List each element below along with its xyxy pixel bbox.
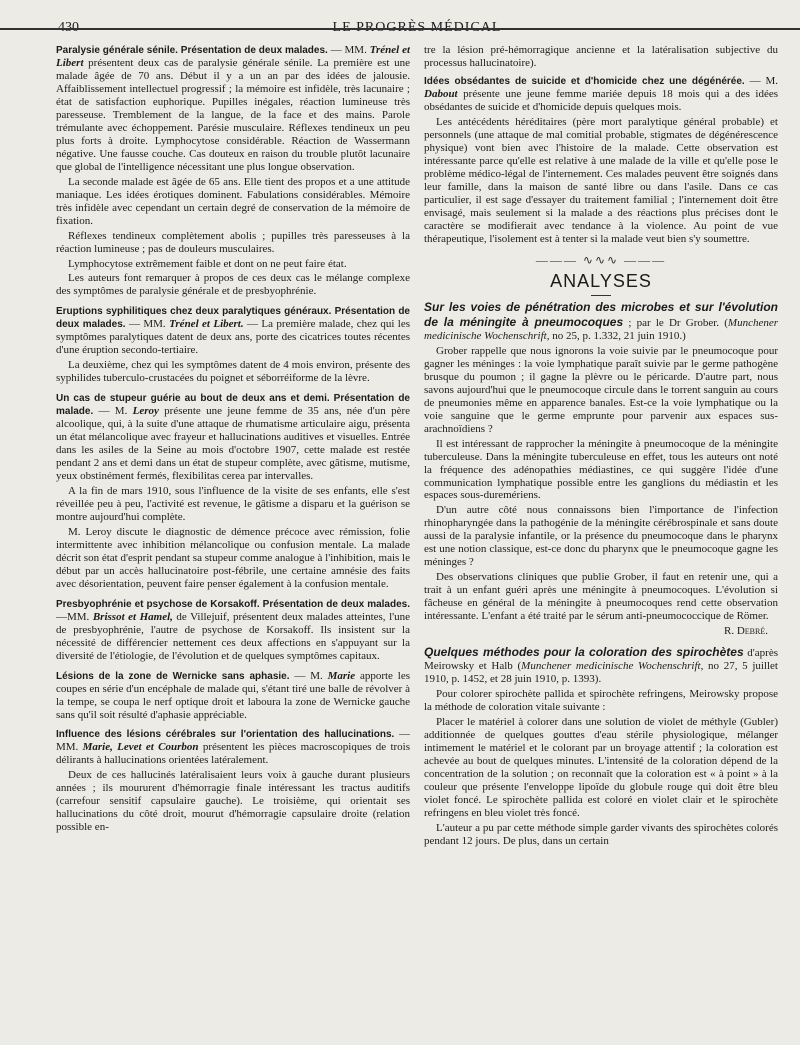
- entry-title: Idées obsédantes de suicide et d'homicide chez une dégénérée.: [424, 75, 745, 87]
- authors-prefix: — M.: [744, 74, 778, 87]
- entry-wernicke: [56, 670, 410, 722]
- review-paragraph: L'auteur a pu par cette méthode simple garder vivants des spirochètes colorés pendant 12 jours. De plus, dans un certain: [424, 821, 778, 847]
- review-paragraph: Placer le matériel à colorer dans une solution de violet de méthyle (Gubler) additionnée de quelques gouttes d'eau stérile physiologique, mélanger intimement le matériel et le colorant par un broyage attentif ; la coloration est achevée au bout de quelques minutes. L'intensité de la coloration dépend de la concentration de la solution ; on reconnaît que la coloration est « à point » à la couleur que présente l'enveloppe lipoïde du globule rouge qui doit être bleu violet foncé. Le spirochète pallida est coloré en violet clair et le spirochète refringens en bleu violet très foncé.: [424, 715, 778, 819]
- authors-prefix: —MM.: [56, 610, 93, 623]
- review-paragraph: Pour colorer spirochète pallida et spirochète refringens, Meirowsky propose la méthode de coloration vitale suivante :: [424, 688, 778, 714]
- entry-paragraph: M. Leroy discute le diagnostic de démence précoce avec rémission, folie intermittente avec inhibition mélancolique ou confusion mentale. La malade décrit son état d'esprit pendant sa stupeur comme analogue à l'inhibition, mais le début par un accès hallucinatoire post-fébrile, une certaine amnésie des faits avec désorientation, peuvent faire penser également à la confusion mentale.: [56, 525, 410, 590]
- page-number: 430: [58, 20, 79, 35]
- entry-presbyophrenie: [56, 598, 410, 663]
- entry-title: Eruptions syphilitiques chez deux paralytiques généraux. Présentation de deux malades.: [56, 306, 410, 331]
- review-journal: Munchener medicinische Wochenschrift: [424, 316, 778, 342]
- entry-idees-obsedantes: [424, 75, 778, 246]
- authors-prefix: — M.: [289, 669, 328, 682]
- review-citation: , no 27, 5 juillet 1910, p. 1452, et 28 juin 1910, p. 1393).: [424, 660, 778, 686]
- review-paragraph: Des observations cliniques que publie Grober, il faut en retenir une, qui a trait à un enfant guéri après une méningite à pneumocoques. L'évolution si fâcheuse en général de la méningite à pneumocoques rend cette observation intéressante. L'enfant a été traité par le sérum anti-pneumococcique de Römer.: [424, 571, 778, 623]
- columns: [56, 44, 778, 1041]
- entry-title: Un cas de stupeur guérie au bout de deux ans et demi. Présentation de malade.: [56, 393, 410, 418]
- right-column: [424, 44, 778, 1041]
- entry-paragraph: Les auteurs font remarquer à propos de ces deux cas le mélange complexe des symptômes de paralysie générale et de presbyophrénie.: [56, 272, 410, 298]
- entry-paragraph: A la fin de mars 1910, sous l'influence de la visite de ses enfants, elle s'est réveillée peu à peu, l'activité est revenue, le gâtisme a disparu et la guérison se montre aujourd'hui complète.: [56, 485, 410, 523]
- review-spirochetes: [424, 645, 778, 848]
- entry-title: Lésions de la zone de Wernicke sans aphasie.: [56, 670, 290, 682]
- continuation-text: tre la lésion pré-hémorragique ancienne et la latéralisation subjective du processus hallucinatoire).: [424, 44, 778, 69]
- entry-paragraph: Les antécédents héréditaires (père mort paralytique général probable) et personnels (une attaque de mal comitial probable, stigmates de dégénérescence physique) vont bien avec l'histoire de la malade. Cette observation est intéressante parce qu'elle est relative à une malade de la ville et qu'elle pose le problème médico-légal de l'internement. Ces malades peuvent être soignés dans leur famille, dans la maison de santé libre ou dans l'asile. Dans ce cas particulier, il est sage d'essayer du traitement familial ; l'internement doit être envisagé, mais seulement si la malade a des réactions plus précises dont le caractère se modifierait avec tendance à la violence. Au point de vue thérapeutique, l'isolement est à tenter si la malade veut bien s'y soumettre.: [424, 115, 778, 245]
- entry-paragraph: La seconde malade est âgée de 65 ans. Elle tient des propos et a une attitude maniaque. Les idées érotiques dominent. Fabulations considérables. Mémoire très infidèle avec cependant un certain degré de conservation de la mémoire de fixation.: [56, 175, 410, 227]
- review-citation: ; par le Dr Grober. (: [623, 316, 728, 329]
- entry-title: Presbyophrénie et psychose de Korsakoff. Présentation de deux malades.: [56, 598, 410, 610]
- review-citation: d'après Meirowsky et Halb (: [424, 647, 778, 673]
- journal-title: LE PROGRÈS MÉDICAL: [332, 20, 502, 35]
- authors-prefix: — M.: [93, 405, 133, 418]
- entry-paragraph: La deuxième, chez qui les symptômes datent de 4 mois environ, présente des syphilides tuberculo-crustacées du poignet et séborréiforme de la lèvre.: [56, 359, 410, 385]
- entry-paragraph: Réflexes tendineux complètement abolis ; pupilles très paresseuses à la réaction lumineuse ; pas de douleurs musculaires.: [56, 229, 410, 255]
- authors-prefix: — MM.: [125, 318, 170, 331]
- review-title: Sur les voies de pénétration des microbes et sur l'évolution de la méningite à pneumocoques: [424, 299, 778, 329]
- authors-prefix: — MM.: [56, 728, 410, 754]
- review-title: Quelques méthodes pour la coloration des spirochètes: [424, 645, 744, 660]
- entry-eruptions-syphilitiques: [56, 305, 410, 385]
- review-paragraph: D'un autre côté nous connaissons bien l'importance de l'infection rhinopharyngée dans la pathogénie de la méningite cérébrospinale et sans doute aussi de la paralysie infantile, or la présence du pneumocoque dans le pharynx est une notion classique, est-ce donc du pharynx que le pneumocoque gagne les méninges ?: [424, 504, 778, 569]
- entry-stupeur: [56, 392, 410, 591]
- running-head: [56, 14, 778, 36]
- section-title: ANALYSES: [424, 271, 778, 296]
- left-column: [56, 44, 410, 1041]
- entry-authors: Marie, Levet et Courbon: [82, 741, 199, 754]
- entry-authors: Brissot et Hamel,: [92, 610, 173, 623]
- entry-paragraph: présentent les pièces macroscopiques de trois délirants à hallucinations orientées latéralement.: [56, 741, 410, 767]
- review-signature: R. Debré.: [724, 625, 768, 638]
- entry-paragraph: Deux de ces hallucinés latéralisaient leurs voix à gauche durant plusieurs années ; ils moururent d'hémorragie finale intéressant les tractus auditifs (carrefour sensitif capsulaire gauche). Le troisième, qui orientait ses hallucinations du côté droit, mourut d'hémorragie capsulaire droite (relation possible en-: [56, 769, 410, 834]
- entry-authors: Marie: [327, 669, 356, 682]
- entry-authors: Trénel et Libert: [56, 44, 410, 69]
- review-meningite: [424, 300, 778, 638]
- ornamental-divider: ——— ∿∿∿ ———: [535, 252, 667, 267]
- entry-paragraph: présente une jeune femme de 35 ans, née d'un père alcoolique, qui, à la suite d'une attaque de rhumatisme articulaire aigu, présenta un état mélancolique avec frayeur et hallucinations auditives et visuelles. Entrée dans les asiles de la Seine au mois d'octobre 1907, cette malade est restée pendant 2 ans et demi dans un état de stupeur complète, avec gâtisme, mutisme, yeux obstinément fermés, flexibilitas cerea par intervalles.: [56, 405, 410, 483]
- review-journal: Munchener medicinische Wochenschrift: [521, 660, 701, 673]
- entry-paragraph: présente une jeune femme mariée depuis 18 mois qui a des idées obsédantes de suicide et d'homicide depuis quelques mois.: [424, 87, 778, 113]
- entry-paragraph: présentent deux cas de paralysie générale sénile. La première est une malade âgée de 70 ans. Début il y a un an par des idées de jalousie. Affaiblissement intellectuel progressif ; la mémoire est infidèle, très lacunaire ; état de satisfaction euphorique. Pupilles inégales, réaction lumineuse très paresseuse. Tremblement de la langue, de la face et des mains. Parole trémulante avec échoppement. Parésie musculaire. Réflexes tendineux un peu plus forts à droite. Lymphocytose considérable. Réaction de Wassermann négative. Une fausse couche. Cas douteux en raison du trouble plutôt lacunaire que global de l'intelligence nécessitant une plus longue observation.: [56, 56, 410, 173]
- header-rule: [0, 28, 800, 30]
- authors-prefix: — MM.: [327, 44, 370, 56]
- entry-authors: Dabout: [424, 87, 458, 100]
- entry-authors: Trénel et Libert.: [169, 318, 244, 331]
- entry-paralysie-senile: [56, 44, 410, 298]
- entry-paragraph: Lymphocytose extrêmement faible et dont on ne peut faire état.: [68, 257, 347, 270]
- entry-paragraph: — La première malade, chez qui les symptômes paralytiques datent de deux ans, porte des cicatrices toutes récentes d'une éruption secondo-tertiaire.: [56, 318, 410, 357]
- entry-authors: Leroy: [132, 405, 159, 418]
- review-citation: , no 25, p. 1.332, 21 juin 1910.): [546, 329, 686, 342]
- entry-title: Paralysie générale sénile. Présentation de deux malades.: [56, 45, 328, 56]
- review-paragraph: Grober rappelle que nous ignorons la voie suivie par le pneumocoque pour gagner les méninges : la voie lymphatique paraît suivie par le germe pathogène brusque du poumon ; il gagne la plèvre ou le péricarde. D'autre part, nous savons aujourd'hui que le pneumocoque circule dans le torrent sanguin au cours de pneumonies même en apparence banales. Est-ce la voie lymphatique ou la voie sanguine que le germe emprunte pour parvenir aux espaces sus-arachnoïdiens ?: [424, 344, 778, 435]
- review-paragraph: Il est intéressant de rapprocher la méningite à pneumocoque de la méningite tuberculeuse. Dans la méningite tuberculeuse en effet, tous les auteurs ont noté la fréquence des adénopathies médiastines, ce qui suggère l'idée d'une communication lymphatique possible entre les ganglions du médiastin et les espaces sous-duremériens.: [424, 437, 778, 502]
- entry-paragraph: de Villejuif, présentent deux malades atteintes, l'une de presbyophrénie, l'autre de psychose de Korsakoff. Ils insistent sur la nécessité de différencier nettement ces deux affections en s'appuyant sur la diversité de l'étiologie, de l'évolution et de quelques symptômes capitaux.: [56, 610, 410, 662]
- entry-paragraph: apporte les coupes en série d'un encéphale de malade qui, s'étant tiré une balle de révolver à la tempe, se coupa le nerf optique droit et laboura la zone de Wernicke gauche sans qu'il soit résulté d'aphasie appréciable.: [56, 669, 410, 721]
- entry-title: Influence des lésions cérébrales sur l'orientation des hallucinations.: [56, 729, 395, 741]
- entry-hallucinations: [56, 728, 410, 834]
